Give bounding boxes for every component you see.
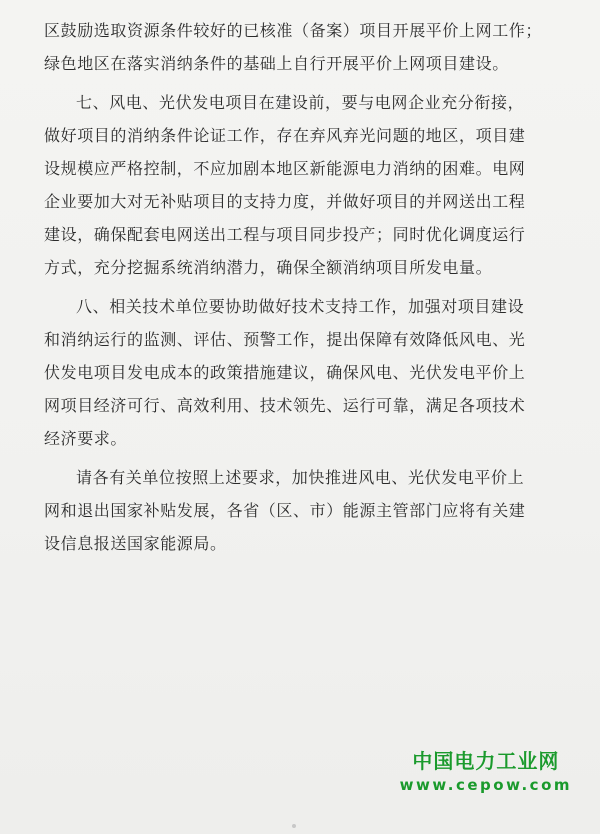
text-line: 七、风电、光伏发电项目在建设前，要与电网企业充分衔接，	[76, 93, 525, 112]
text-line: 设信息报送国家能源局。	[44, 534, 227, 553]
text-line: 网项目经济可行、高效利用、技术领先、运行可靠，满足各项技术	[44, 396, 526, 415]
text-line: 绿色地区在落实消纳条件的基础上自行开展平价上网项目建设。	[44, 54, 509, 73]
page-mark-dot	[292, 824, 296, 828]
text-line: 和消纳运行的监测、评估、预警工作，提出保障有效降低风电、光	[44, 330, 526, 349]
text-line: 网和退出国家补贴发展，各省（区、市）能源主管部门应将有关建	[44, 501, 526, 520]
paragraph-closing	[44, 461, 564, 560]
text-line: 方式，充分挖掘系统消纳潜力，确保全额消纳项目所发电量。	[44, 258, 493, 277]
text-line: 设规模应严格控制，不应加剧本地区新能源电力消纳的困难。电网	[44, 159, 526, 178]
document-body	[44, 14, 564, 566]
text-line: 企业要加大对无补贴项目的支持力度，并做好项目的并网送出工程	[44, 192, 526, 211]
text-line: 伏发电项目发电成本的政策措施建议，确保风电、光伏发电平价上	[44, 363, 526, 382]
paragraph-8	[44, 290, 564, 455]
text-line: 区鼓励选取资源条件较好的已核准（备案）项目开展平价上网工作；	[44, 21, 543, 40]
watermark-site-name: 中国电力工业网	[412, 749, 560, 773]
text-line: 做好项目的消纳条件论证工作，存在弃风弃光问题的地区，项目建	[44, 126, 526, 145]
paragraph-7	[44, 86, 564, 284]
watermark-site-url: www.cepow.com	[399, 776, 572, 794]
text-line: 经济要求。	[44, 429, 128, 448]
paragraph-1	[44, 14, 564, 80]
text-line: 建设，确保配套电网送出工程与项目同步投产；同时优化调度运行	[44, 225, 526, 244]
text-line: 请各有关单位按照上述要求，加快推进风电、光伏发电平价上	[76, 468, 525, 487]
site-watermark	[400, 748, 572, 796]
text-line: 八、相关技术单位要协助做好技术支持工作，加强对项目建设	[76, 297, 525, 316]
